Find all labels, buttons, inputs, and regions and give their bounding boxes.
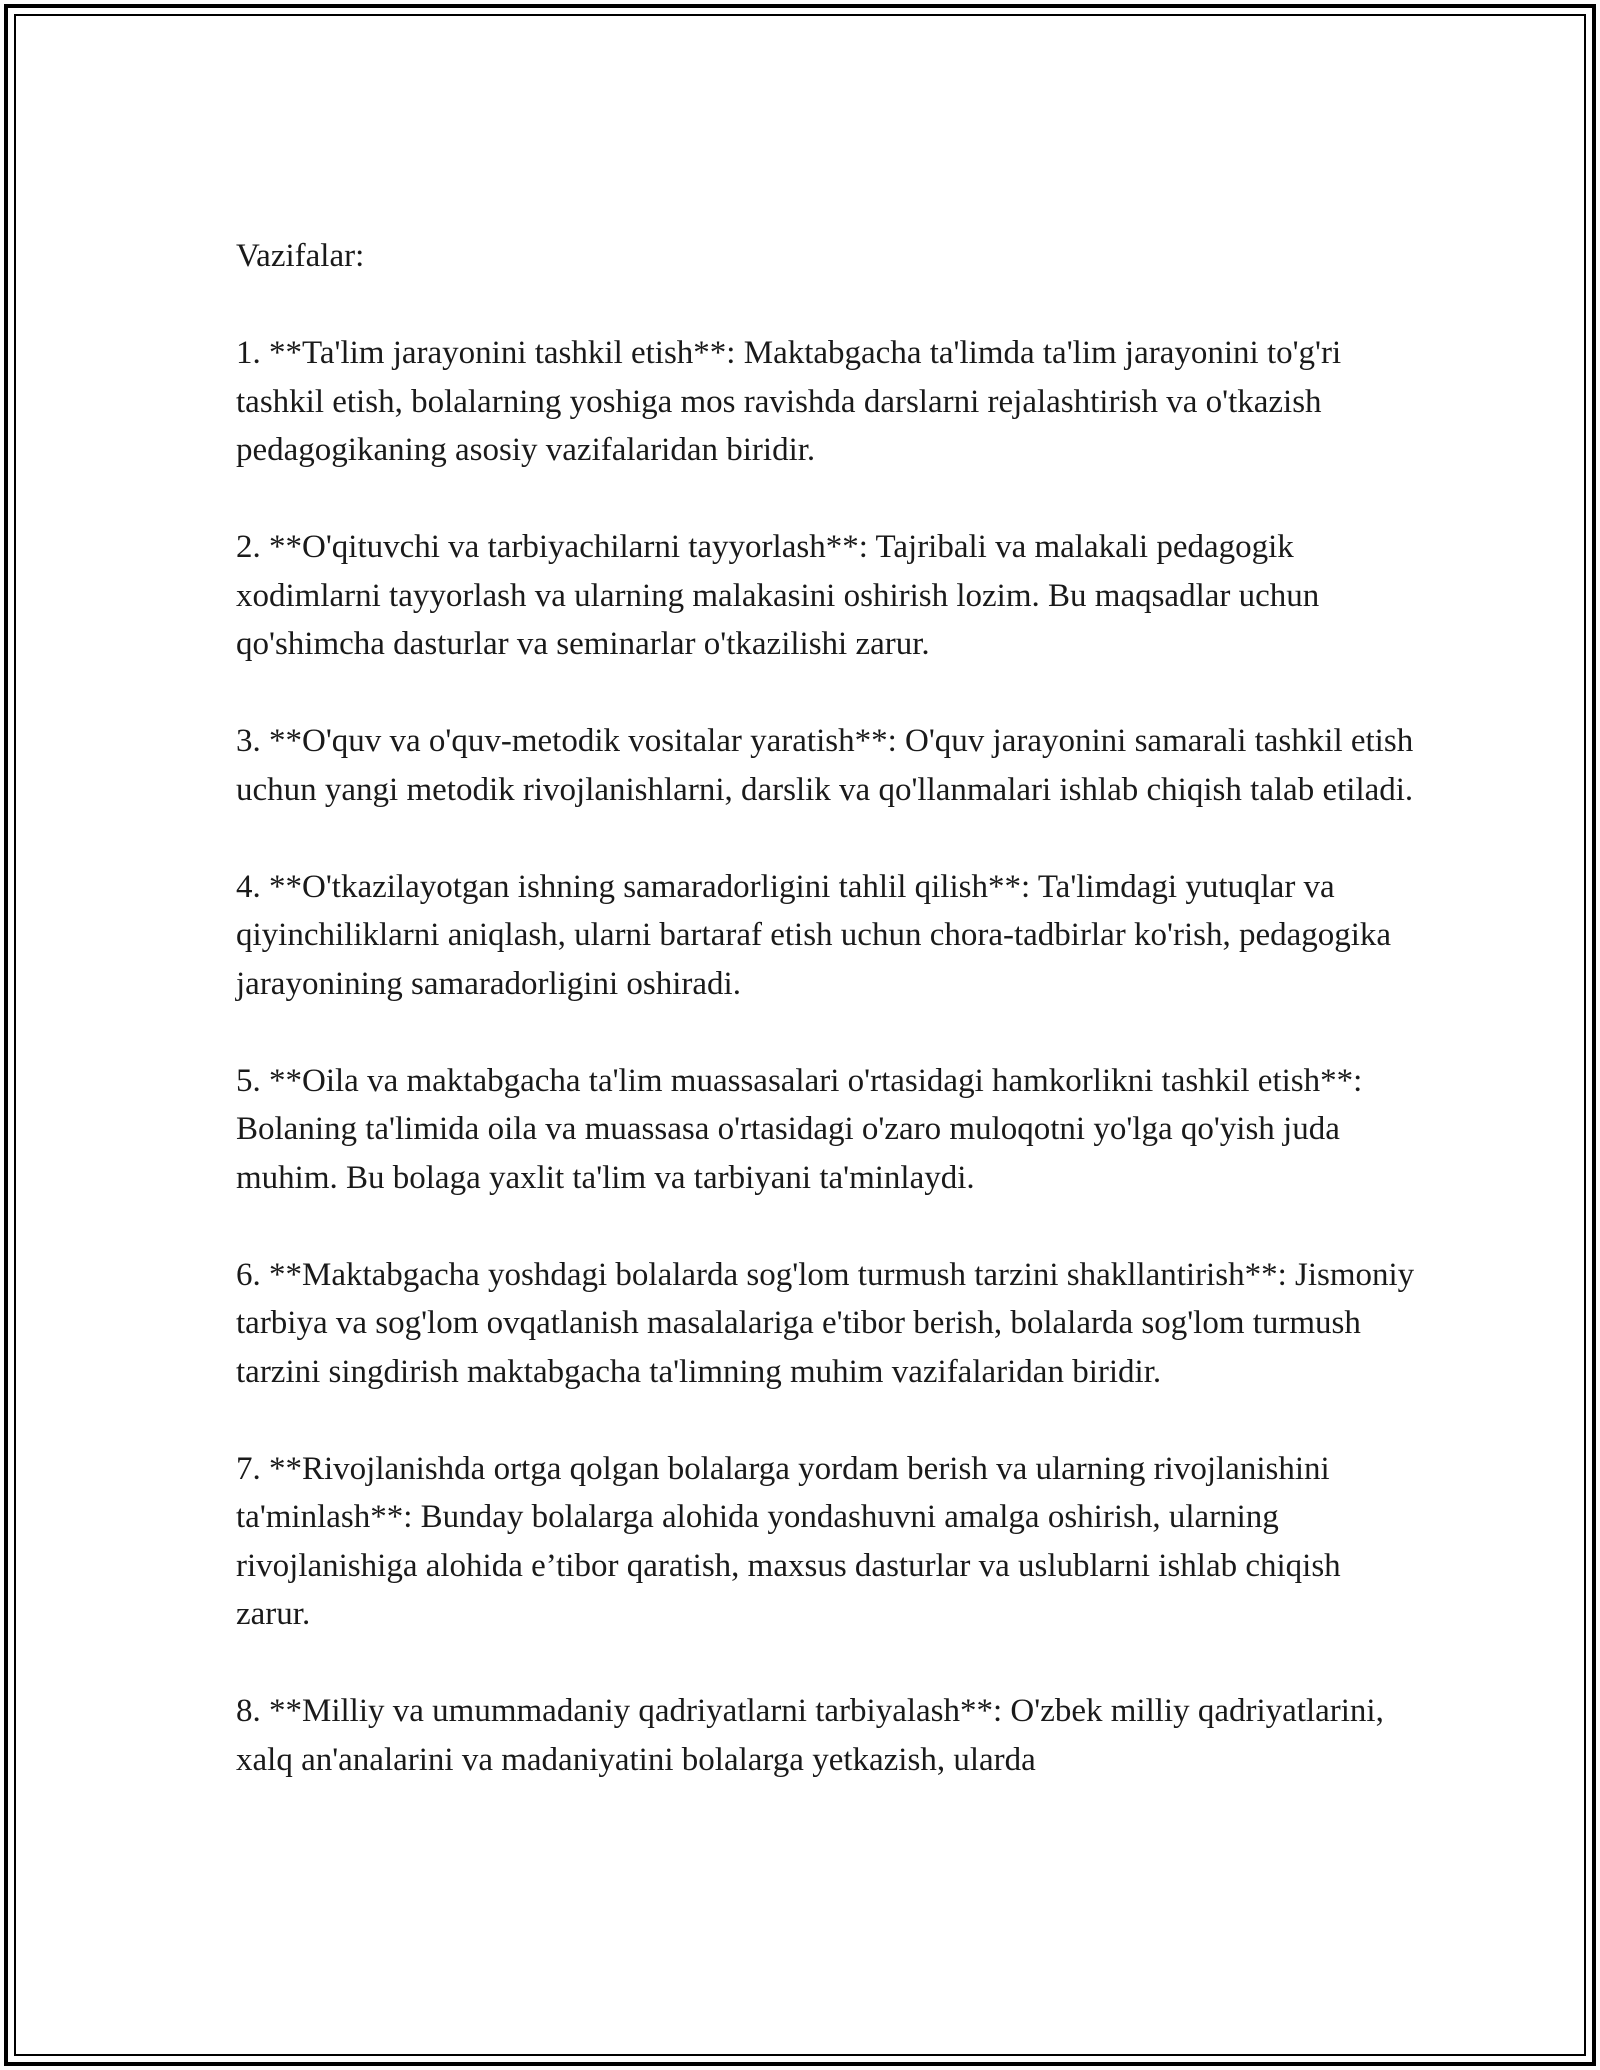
task-item-1: 1. **Ta'lim jarayonini tashkil etish**: Maktabgacha ta'limda ta'lim jarayonini to'g'ri tashkil etish, bolalarning yoshiga mos ravishda darslarni rejalashtirish va o'tkazish pedagogikaning asosiy vazifalaridan biridir. — [236, 335, 1342, 468]
task-item-2: 2. **O'qituvchi va tarbiyachilarni tayyorlash**: Tajribali va malakali pedagogik xodimlarni tayyorlash va ularning malakasini oshirish lozim. Bu maqsadlar uchun qo'shimcha dasturlar va seminarlar o'tkazilishi zarur. — [236, 529, 1320, 662]
task-item-5: 5. **Oila va maktabgacha ta'lim muassasalari o'rtasidagi hamkorlikni tashkil etish**: Bolaning ta'limida oila va muassasa o'rtasidagi o'zaro muloqotni yo'lga qo'yish juda muhim. Bu bolaga yaxlit ta'lim va tarbiyani ta'minlaydi. — [236, 1062, 1363, 1196]
document-heading: Vazifalar: — [236, 238, 365, 274]
task-item-4: 4. **O'tkazilayotgan ishning samaradorligini tahlil qilish**: Ta'limdagi yutuqlar va qiyinchiliklarni aniqlash, ularni bartaraf etish uchun chora-tadbirlar ko'rish, pedagogika jarayonining samaradorligini oshiradi. — [236, 868, 1392, 1002]
document-body — [236, 232, 1416, 1833]
task-item-6: 6. **Maktabgacha yoshdagi bolalarda sog'lom turmush tarzini shakllantirish**: Jismoniy tarbiya va sog'lom ovqatlanish masalalariga e'tibor berish, bolalarda sog'lom turmush tarzini singdirish maktabgacha ta'limning muhim vazifalaridan biridir. — [236, 1256, 1415, 1390]
task-item-3: 3. **O'quv va o'quv-metodik vositalar yaratish**: O'quv jarayonini samarali tashkil etish uchun yangi metodik rivojlanishlarni, darslik va qo'llanmalari ishlab chiqish talab etiladi. — [236, 723, 1414, 808]
task-item-8: 8. **Milliy va umummadaniy qadriyatlarni tarbiyalash**: O'zbek milliy qadriyatlarini, xalq an'analarini va madaniyatini bolalarga yetkazish, ularda — [236, 1693, 1384, 1778]
task-item-7: 7. **Rivojlanishda ortga qolgan bolalarga yordam berish va ularning rivojlanishini ta'minlash**: Bunday bolalarga alohida yondashuvni amalga oshirish, ularning rivojlanishiga alohida e’tibor qaratish, maxsus dasturlar va uslublarni ishlab chiqish zarur. — [236, 1450, 1341, 1632]
